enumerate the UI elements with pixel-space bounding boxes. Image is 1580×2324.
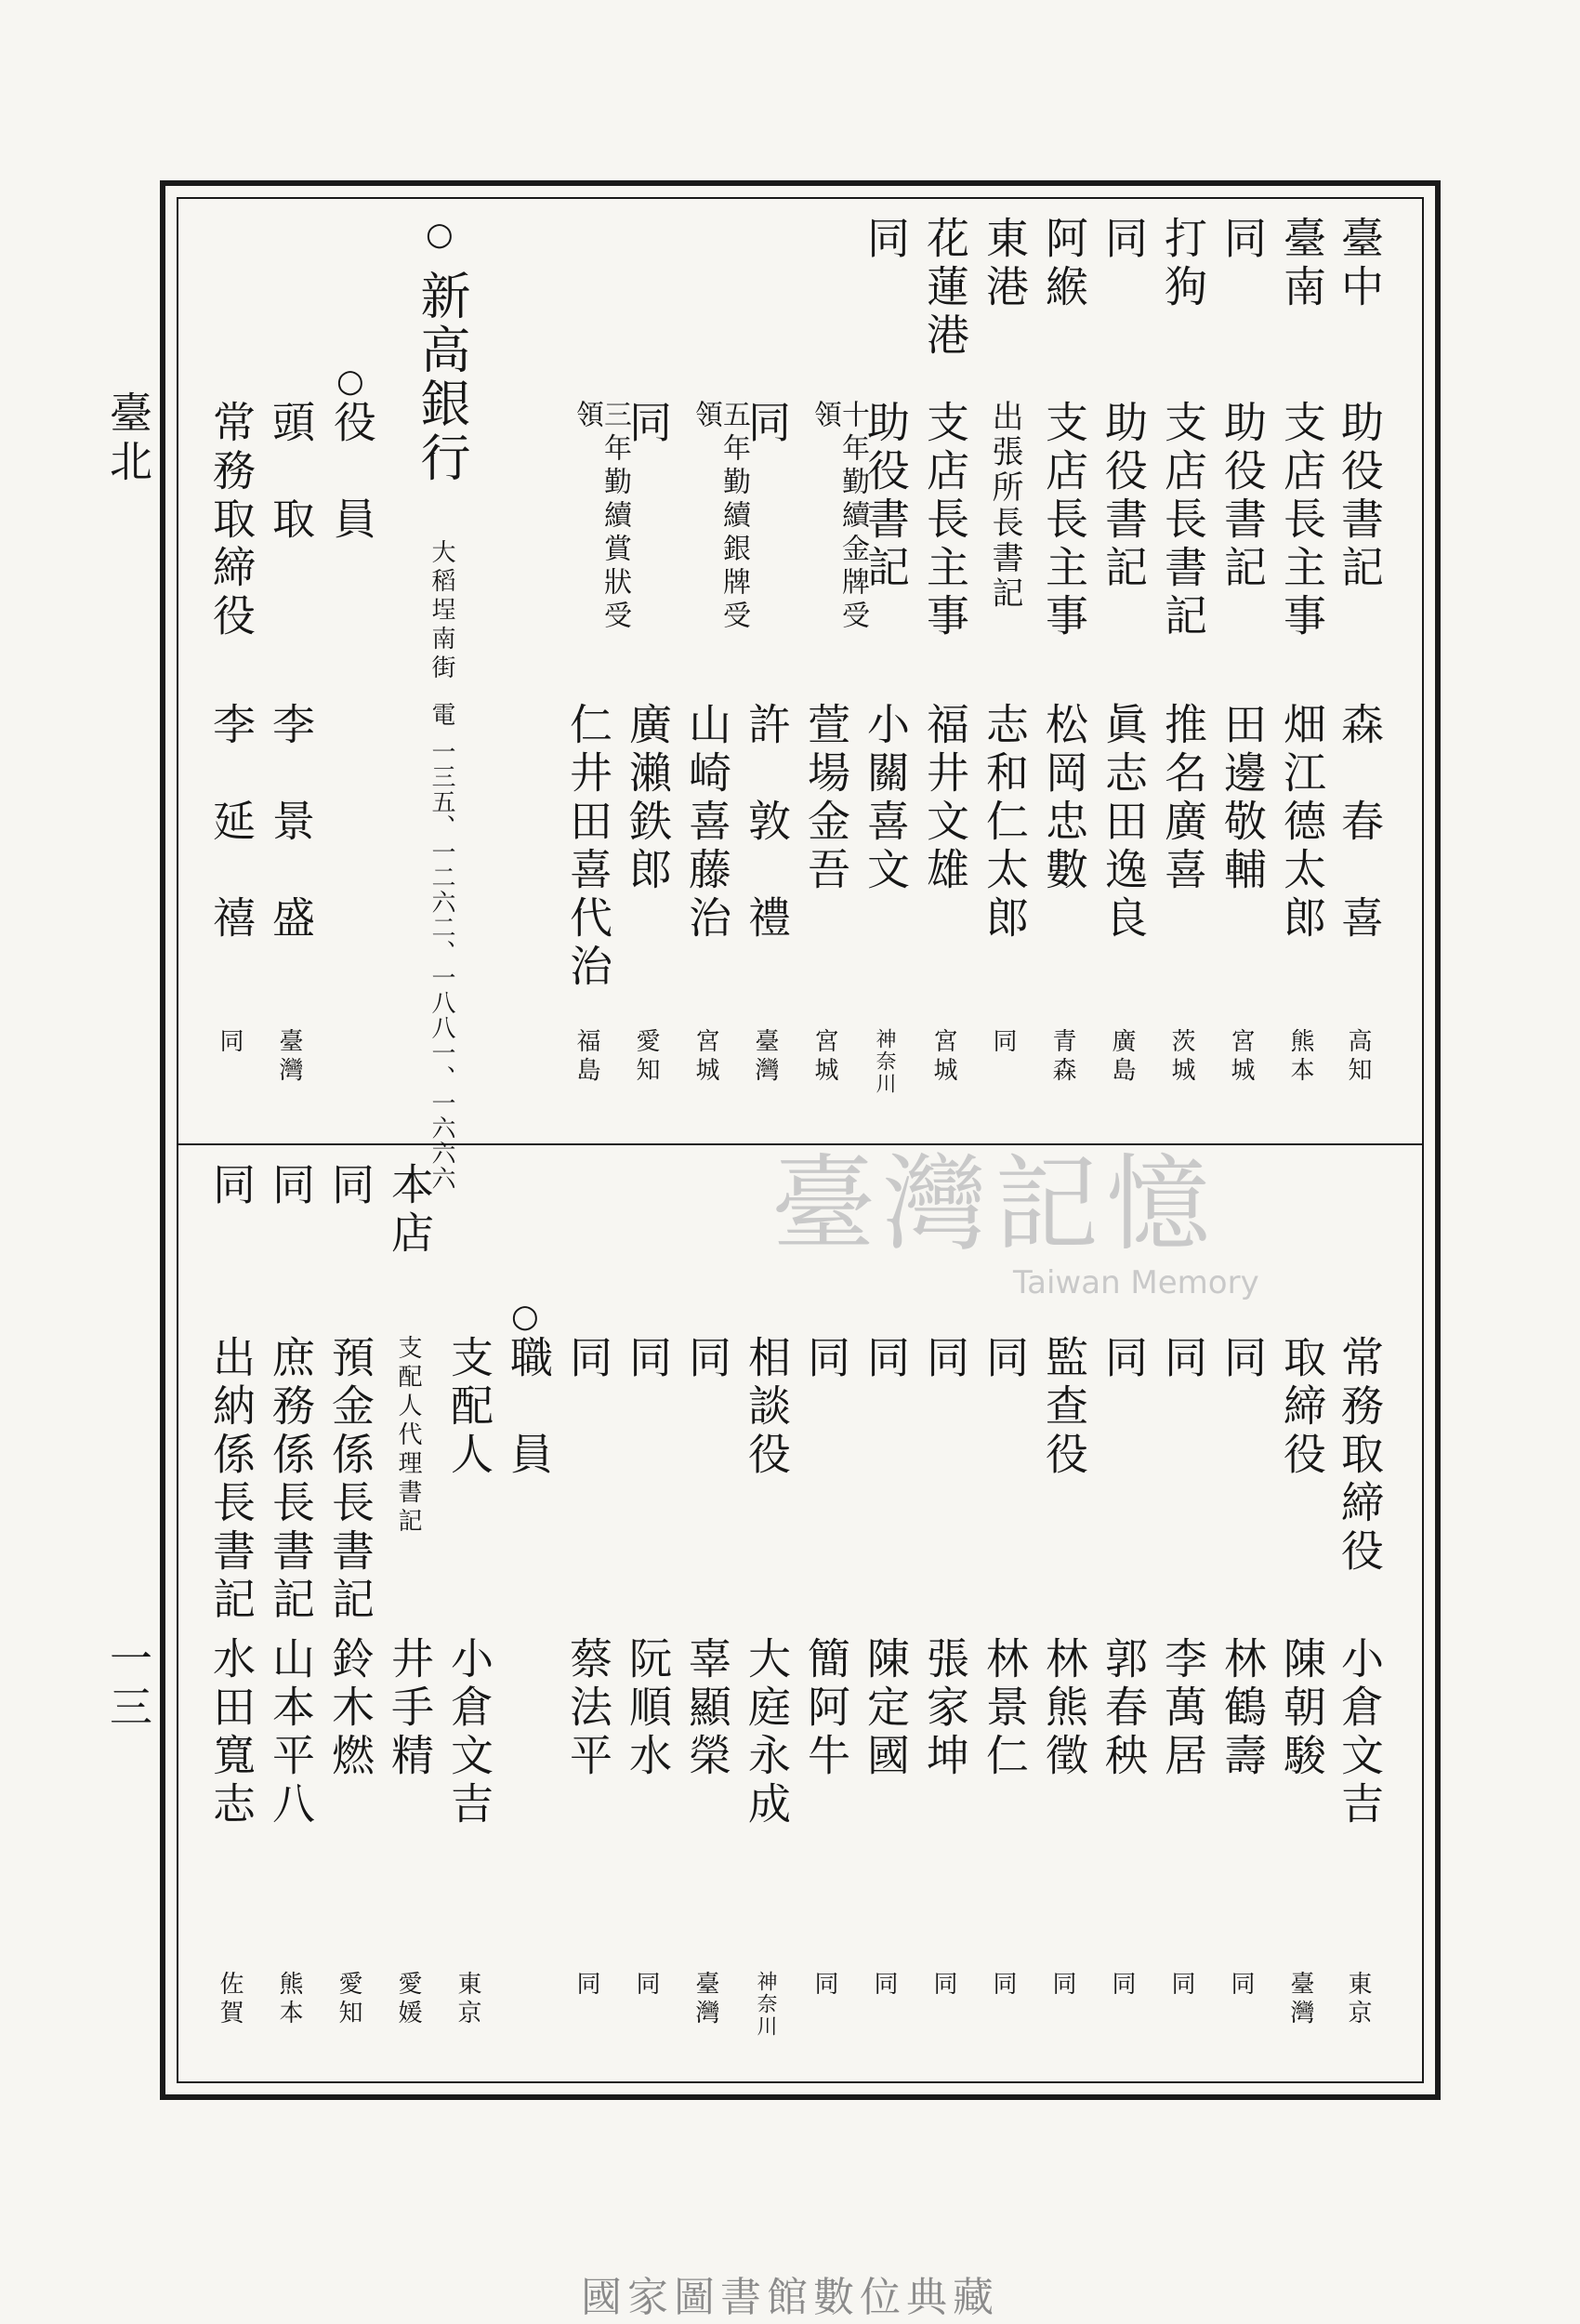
officers-heading: 役 員: [327, 400, 377, 545]
staff-name-3: 鈴木燃: [325, 1636, 375, 1781]
officer-title-2: 常務取締役: [206, 400, 257, 641]
watermark: [771, 1144, 1292, 1320]
officer-name-2: 李 延 禧: [206, 702, 257, 944]
staff-origin-3: 愛知: [335, 1971, 362, 2028]
officer-name-1: 李 景 盛: [266, 702, 316, 944]
staff-title-3: 預金係長書記: [325, 1335, 375, 1625]
staff-heading: 職 員: [504, 1335, 554, 1480]
margin-area-label: 臺北: [103, 390, 153, 487]
staff-loc-2: 本店: [385, 1162, 435, 1259]
staff-name-2: 井手精: [385, 1636, 435, 1781]
staff-title-4: 庶務係長書記: [266, 1335, 316, 1625]
staff-title-1: 支配人: [444, 1335, 494, 1480]
staff-name-4: 山本平八: [266, 1636, 316, 1829]
margin-page-number: 一三: [103, 1636, 153, 1733]
staff-origin-2: 愛媛: [394, 1971, 422, 2028]
watermark-text-en: Taiwan Memory: [1013, 1264, 1259, 1301]
bank-phone-numbers: 一三五、一二六二、一八八一、一六六六: [428, 739, 455, 1191]
watermark-text-cn: 臺灣記憶: [771, 1144, 1218, 1265]
footer-archive-label: 國家圖書館數位典藏: [581, 2274, 999, 2321]
bank-name: 新高銀行: [413, 270, 471, 485]
staff-origin-4: 熊本: [275, 1971, 303, 2028]
staff-origin-1: 東京: [454, 1971, 481, 2028]
staff-loc-4: 同: [266, 1162, 316, 1210]
staff-title-2: 支配人代理書記: [394, 1335, 422, 1537]
staff-title-5: 出納係長書記: [206, 1335, 257, 1625]
officer-origin-1: 臺灣: [275, 1028, 303, 1086]
bank-circle-mark: ○: [426, 216, 454, 253]
staff-loc-5: 同: [206, 1162, 257, 1210]
officer-title-1: 頭 取: [266, 400, 316, 545]
bank-address: 大稻埕南街: [428, 539, 455, 683]
bank-phone-label: 電: [428, 702, 455, 731]
staff-origin-5: 佐賀: [216, 1971, 244, 2028]
officers-circle-mark: ○: [336, 363, 364, 400]
staff-circle-mark: ○: [511, 1298, 539, 1335]
staff-loc-3: 同: [325, 1162, 375, 1210]
officer-origin-2: 同: [216, 1028, 244, 1057]
staff-name-5: 水田寬志: [206, 1636, 257, 1829]
staff-name-1: 小倉文吉: [444, 1636, 494, 1829]
